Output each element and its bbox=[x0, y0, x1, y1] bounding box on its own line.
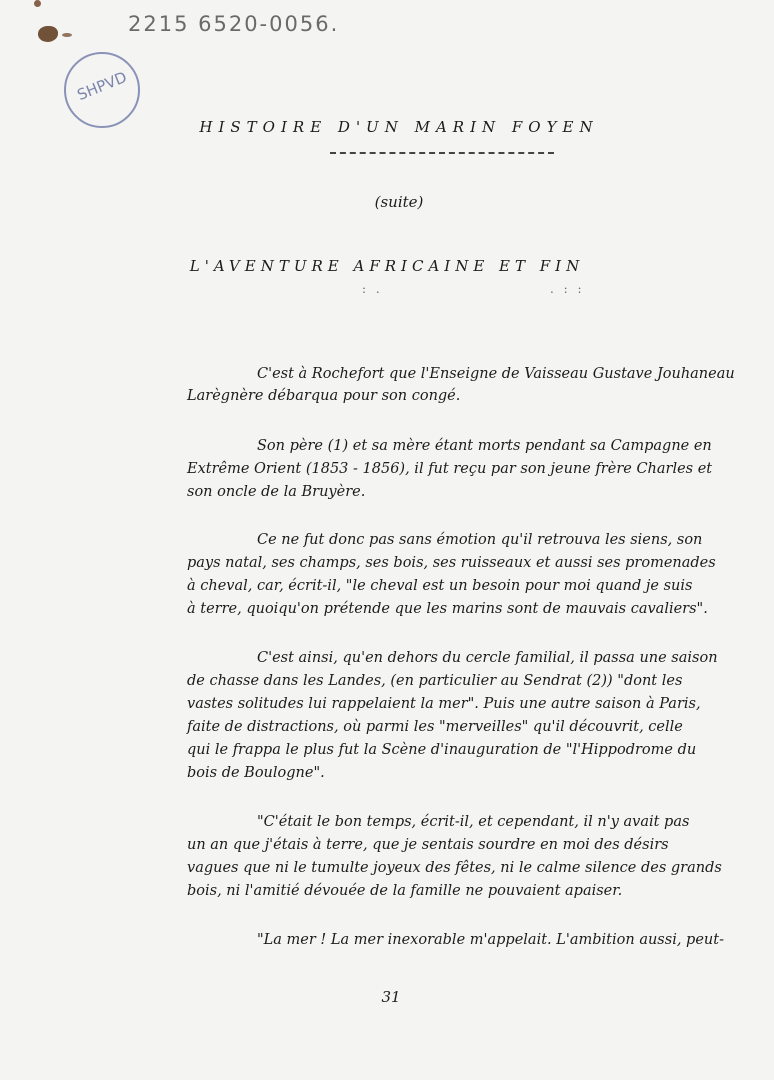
body-line: faite de distractions, où parmi les "merveilles" qu'il découvrit, celle bbox=[187, 719, 683, 735]
page-number: 31 bbox=[381, 988, 401, 1006]
body-line: bois, ni l'amitié dévouée de la famille ne pouvaient apaiser. bbox=[187, 883, 623, 899]
body-line: vastes solitudes lui rappelaient la mer". Puis une autre saison à Paris, bbox=[187, 696, 701, 712]
body-line: Extrême Orient (1853 - 1856), il fut reçu par son jeune frère Charles et bbox=[187, 461, 713, 477]
chapter-subtitle: L'AVENTURE AFRICAINE ET FIN bbox=[189, 257, 585, 275]
body-line: à terre, quoiqu'on prétende que les marins sont de mauvais cavaliers". bbox=[187, 601, 708, 617]
body-line: de chasse dans les Landes, (en particulier au Sendrat (2)) "dont les bbox=[187, 673, 683, 689]
body-line: à cheval, car, écrit-il, "le cheval est un besoin pour moi quand je suis bbox=[187, 578, 693, 594]
body-line: Larègnère débarqua pour son congé. bbox=[187, 388, 461, 404]
body-line: "La mer ! La mer inexorable m'appelait. L'ambition aussi, peut- bbox=[257, 932, 724, 948]
document-title: HISTOIRE D'UN MARIN FOYEN bbox=[199, 118, 599, 136]
subtitle-dots-left: : . bbox=[362, 282, 383, 296]
subtitle-dots-right: . : : bbox=[550, 282, 585, 296]
ink-stain bbox=[38, 26, 58, 42]
body-line: un an que j'étais à terre, que je sentais sourdre en moi des désirs bbox=[187, 837, 669, 853]
body-line: bois de Boulogne". bbox=[187, 765, 325, 781]
body-line: Son père (1) et sa mère étant morts pendant sa Campagne en bbox=[257, 438, 712, 454]
ink-stain bbox=[62, 33, 72, 37]
ink-stain bbox=[34, 0, 41, 7]
body-line: C'est ainsi, qu'en dehors du cercle familial, il passa une saison bbox=[257, 650, 718, 666]
body-line: qui le frappa le plus fut la Scène d'inauguration de "l'Hippodrome du bbox=[187, 742, 697, 758]
title-separator bbox=[330, 152, 554, 154]
suite-label: (suite) bbox=[374, 193, 424, 211]
body-line: pays natal, ses champs, ses bois, ses ruisseaux et aussi ses promenades bbox=[187, 555, 716, 571]
body-line: vagues que ni le tumulte joyeux des fêtes, ni le calme silence des grands bbox=[187, 860, 722, 876]
body-line: Ce ne fut donc pas sans émotion qu'il retrouva les siens, son bbox=[257, 532, 703, 548]
archive-stamp-text: SHPVD bbox=[74, 67, 130, 105]
body-line: C'est à Rochefort que l'Enseigne de Vaisseau Gustave Jouhaneau bbox=[257, 366, 735, 382]
body-line: "C'était le bon temps, écrit-il, et cependant, il n'y avait pas bbox=[257, 814, 690, 830]
reference-number: 2215 6520-0056. bbox=[128, 12, 340, 36]
body-line: son oncle de la Bruyère. bbox=[187, 484, 366, 500]
